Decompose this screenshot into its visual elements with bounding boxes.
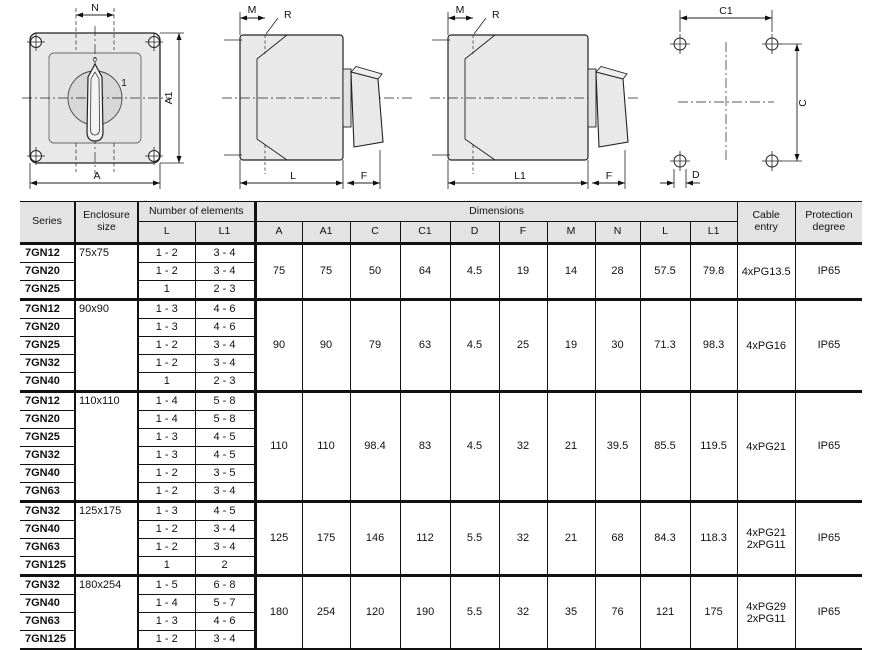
position-one-label: 1 (121, 78, 127, 89)
header-enclosure-line1: Enclosure (83, 209, 130, 222)
dimension-cell: 71.3 (640, 300, 690, 392)
cable-entry-line: 4xPG13.5 (741, 265, 791, 278)
dimension-cell: 79 (350, 300, 400, 392)
series-cell: 7GN63 (20, 539, 75, 557)
elements-l1-cell: 4 - 5 (195, 429, 255, 447)
series-cell: 7GN32 (20, 447, 75, 465)
side-view-long-drawing (430, 2, 648, 200)
dimension-cell: 5.5 (450, 502, 499, 576)
dimension-cell: 90 (302, 300, 350, 392)
dimension-cell: 190 (400, 576, 450, 650)
enclosure-size-cell: 180x254 (75, 576, 138, 650)
protection-degree-cell: IP65 (795, 244, 862, 300)
table-row (20, 244, 862, 263)
series-cell: 7GN63 (20, 613, 75, 631)
dimension-cell: 4.5 (450, 392, 499, 502)
elements-l-cell: 1 - 3 (138, 319, 195, 337)
dimension-cell: 64 (400, 244, 450, 300)
enclosure-size-cell: 125x175 (75, 502, 138, 576)
dimension-cell: 50 (350, 244, 400, 300)
dim-c-label: C (797, 99, 809, 107)
knob-front (87, 64, 103, 141)
dim-m-label: M (247, 4, 257, 16)
elements-l1-cell: 3 - 5 (195, 465, 255, 483)
dim-n-label: N (91, 2, 99, 14)
elements-l1-cell: 4 - 6 (195, 319, 255, 337)
knob-side (351, 72, 383, 147)
dimension-cell: 110 (255, 392, 302, 502)
dimension-cell: 75 (255, 244, 302, 300)
elements-l-cell: 1 (138, 557, 195, 576)
dimension-cell: 175 (302, 502, 350, 576)
elements-l-cell: 1 (138, 281, 195, 300)
elements-l1-cell: 3 - 4 (195, 355, 255, 373)
series-cell: 7GN40 (20, 521, 75, 539)
shaft-side-long (588, 69, 596, 127)
header-col-dim-l: L (640, 222, 690, 244)
dimension-cell: 19 (547, 300, 595, 392)
elements-l-cell: 1 - 2 (138, 631, 195, 650)
header-col-m: M (547, 222, 595, 244)
enclosure-size-cell: 110x110 (75, 392, 138, 502)
table-row (20, 502, 862, 521)
dimension-cell: 4.5 (450, 300, 499, 392)
series-cell: 7GN20 (20, 411, 75, 429)
dimension-cell: 146 (350, 502, 400, 576)
elements-l-cell: 1 - 2 (138, 483, 195, 502)
elements-l1-cell: 3 - 4 (195, 244, 255, 263)
elements-l-cell: 1 - 3 (138, 300, 195, 319)
dimensions-table (20, 201, 862, 650)
dimension-cell: 125 (255, 502, 302, 576)
dimension-cell: 75 (302, 244, 350, 300)
header-col-l: L (138, 222, 195, 244)
dimension-cell: 39.5 (595, 392, 640, 502)
header-col-l1: L1 (195, 222, 255, 244)
cable-entry-cell (737, 392, 795, 502)
elements-l1-cell: 4 - 5 (195, 502, 255, 521)
cable-entry-line: 2xPG11 (746, 538, 786, 551)
elements-l-cell: 1 - 2 (138, 337, 195, 355)
enclosure-side (240, 35, 343, 160)
header-enclosure-line2: size (97, 221, 116, 233)
header-col-c1: C1 (400, 222, 450, 244)
dimensions-table-wrap (20, 201, 862, 650)
shaft-side (343, 69, 351, 127)
elements-l1-cell: 3 - 4 (195, 263, 255, 281)
header-number-of-elements: Number of elements (138, 202, 255, 222)
knob-side-long (596, 72, 628, 147)
header-protection-line1: Protection (805, 209, 853, 222)
series-cell: 7GN12 (20, 300, 75, 319)
series-cell: 7GN12 (20, 244, 75, 263)
elements-l-cell: 1 - 5 (138, 576, 195, 595)
dimension-cell: 32 (499, 392, 547, 502)
cable-entry-line: 4xPG21 (746, 526, 787, 539)
dimension-cell: 118.3 (690, 502, 737, 576)
dimension-cell: 112 (400, 502, 450, 576)
dimension-cell: 254 (302, 576, 350, 650)
dimension-cell: 90 (255, 300, 302, 392)
table-row (20, 300, 862, 319)
side-view-short-drawing (218, 2, 430, 200)
elements-l-cell: 1 - 2 (138, 539, 195, 557)
dimension-cell: 14 (547, 244, 595, 300)
elements-l1-cell: 5 - 8 (195, 392, 255, 411)
series-cell: 7GN32 (20, 576, 75, 595)
elements-l1-cell: 5 - 7 (195, 595, 255, 613)
cable-entry-cell (737, 300, 795, 392)
dimension-cell: 21 (547, 502, 595, 576)
elements-l1-cell: 3 - 4 (195, 337, 255, 355)
series-cell: 7GN20 (20, 263, 75, 281)
enclosure-size-cell: 90x90 (75, 300, 138, 392)
header-col-c: C (350, 222, 400, 244)
dimension-cell: 63 (400, 300, 450, 392)
cable-entry-cell (737, 576, 795, 650)
elements-l-cell: 1 - 3 (138, 429, 195, 447)
dimension-cell: 5.5 (450, 576, 499, 650)
elements-l1-cell: 6 - 8 (195, 576, 255, 595)
header-cable-line1: Cable (752, 209, 780, 222)
dimension-cell: 98.3 (690, 300, 737, 392)
dimension-cell: 98.4 (350, 392, 400, 502)
elements-l-cell: 1 - 2 (138, 465, 195, 483)
header-protection-line2: degree (812, 221, 846, 233)
dimension-cell: 25 (499, 300, 547, 392)
dimension-cell: 180 (255, 576, 302, 650)
series-cell: 7GN40 (20, 465, 75, 483)
elements-l-cell: 1 - 2 (138, 263, 195, 281)
series-cell: 7GN20 (20, 319, 75, 337)
elements-l1-cell: 5 - 8 (195, 411, 255, 429)
header-dimensions: Dimensions (255, 202, 737, 222)
elements-l1-cell: 2 - 3 (195, 281, 255, 300)
front-view-drawing (10, 2, 212, 200)
header-enclosure-size (75, 202, 138, 244)
elements-l-cell: 1 - 2 (138, 355, 195, 373)
dim-c1-label: C1 (719, 5, 733, 17)
elements-l1-cell: 3 - 4 (195, 539, 255, 557)
header-col-dim-l1: L1 (690, 222, 737, 244)
dimension-cell: 84.3 (640, 502, 690, 576)
series-cell: 7GN125 (20, 631, 75, 650)
header-col-a1: A1 (302, 222, 350, 244)
dimension-cell: 121 (640, 576, 690, 650)
dimension-cell: 85.5 (640, 392, 690, 502)
series-cell: 7GN25 (20, 429, 75, 447)
dim-f-label: F (605, 170, 613, 182)
series-cell: 7GN40 (20, 595, 75, 613)
header-series: Series (20, 202, 75, 244)
enclosure-side-long (448, 35, 588, 160)
elements-l-cell: 1 - 3 (138, 502, 195, 521)
elements-l-cell: 1 - 4 (138, 595, 195, 613)
dimension-cell: 32 (499, 576, 547, 650)
elements-l-cell: 1 - 2 (138, 521, 195, 539)
dimension-cell: 19 (499, 244, 547, 300)
dimension-cell: 83 (400, 392, 450, 502)
elements-l1-cell: 2 - 3 (195, 373, 255, 392)
elements-l1-cell: 4 - 6 (195, 300, 255, 319)
header-cable-line2: entry (754, 221, 778, 233)
elements-l1-cell: 4 - 5 (195, 447, 255, 465)
header-protection-degree (795, 202, 862, 244)
header-col-n: N (595, 222, 640, 244)
table-row (20, 576, 862, 595)
enclosure-size-cell: 75x75 (75, 244, 138, 300)
protection-degree-cell: IP65 (795, 300, 862, 392)
dim-f-label: F (360, 170, 368, 182)
dimension-cell: 68 (595, 502, 640, 576)
dim-r-label: R (284, 9, 292, 21)
series-cell: 7GN32 (20, 502, 75, 521)
dimension-cell: 32 (499, 502, 547, 576)
table-row (20, 392, 862, 411)
dim-l-label: L (290, 170, 296, 182)
dimension-cell: 35 (547, 576, 595, 650)
series-cell: 7GN25 (20, 281, 75, 300)
elements-l-cell: 1 - 3 (138, 613, 195, 631)
protection-degree-cell: IP65 (795, 392, 862, 502)
dim-r-label: R (492, 9, 500, 21)
dimension-cell: 175 (690, 576, 737, 650)
dimension-cell: 119.5 (690, 392, 737, 502)
dimension-cell: 28 (595, 244, 640, 300)
cable-entry-cell (737, 502, 795, 576)
cable-entry-line: 4xPG16 (746, 339, 787, 352)
dim-d-label: D (692, 169, 700, 181)
dim-a-label: A (93, 170, 101, 182)
elements-l1-cell: 2 (195, 557, 255, 576)
elements-l-cell: 1 - 4 (138, 392, 195, 411)
series-cell: 7GN25 (20, 337, 75, 355)
elements-l-cell: 1 (138, 373, 195, 392)
series-cell: 7GN125 (20, 557, 75, 576)
elements-l1-cell: 3 - 4 (195, 483, 255, 502)
series-cell: 7GN40 (20, 373, 75, 392)
dim-a1-label: A1 (163, 91, 175, 105)
table-body (20, 244, 862, 650)
drill-pattern-drawing (656, 2, 874, 200)
header-cable-entry (737, 202, 795, 244)
dimension-cell: 21 (547, 392, 595, 502)
elements-l-cell: 1 - 2 (138, 244, 195, 263)
series-cell: 7GN12 (20, 392, 75, 411)
dimension-cell: 110 (302, 392, 350, 502)
dimension-cell: 120 (350, 576, 400, 650)
elements-l1-cell: 3 - 4 (195, 631, 255, 650)
elements-l-cell: 1 - 3 (138, 447, 195, 465)
cable-entry-line: 2xPG11 (746, 612, 786, 625)
header-col-f: F (499, 222, 547, 244)
header-col-d: D (450, 222, 499, 244)
dim-l1-label: L1 (514, 170, 526, 182)
cable-entry-line: 4xPG29 (746, 600, 787, 613)
dimension-cell: 4.5 (450, 244, 499, 300)
dimension-cell: 57.5 (640, 244, 690, 300)
series-cell: 7GN63 (20, 483, 75, 502)
header-col-a: A (255, 222, 302, 244)
elements-l-cell: 1 - 4 (138, 411, 195, 429)
dimension-cell: 76 (595, 576, 640, 650)
dimension-cell: 79.8 (690, 244, 737, 300)
cable-entry-line: 4xPG21 (746, 440, 787, 453)
protection-degree-cell: IP65 (795, 576, 862, 650)
position-zero-label: 0 (93, 57, 97, 64)
cable-entry-cell (737, 244, 795, 300)
dimension-cell: 30 (595, 300, 640, 392)
elements-l1-cell: 3 - 4 (195, 521, 255, 539)
series-cell: 7GN32 (20, 355, 75, 373)
protection-degree-cell: IP65 (795, 502, 862, 576)
elements-l1-cell: 4 - 6 (195, 613, 255, 631)
dim-m-label: M (455, 4, 465, 16)
